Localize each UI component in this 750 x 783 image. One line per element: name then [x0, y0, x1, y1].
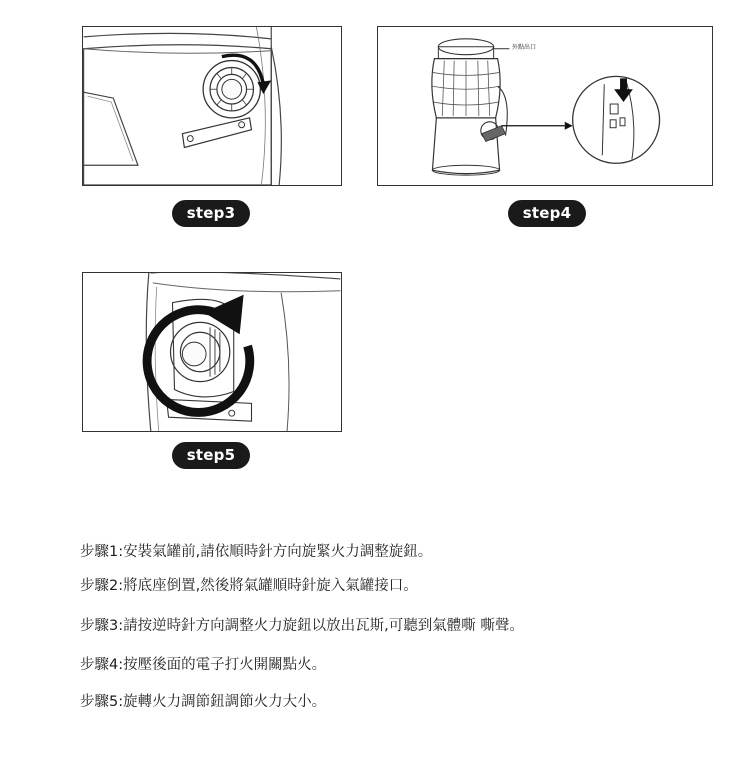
gas-outlet-callout: 外點出口: [512, 44, 537, 51]
step5-label: step5: [172, 442, 250, 469]
heater-knob-adjust-drawing: [83, 273, 341, 431]
instruction-step-1: 步驟1:安裝氣罐前,請依順時針方向旋緊火力調整旋鈕。: [80, 544, 433, 560]
step3-illustration: [82, 26, 342, 186]
instruction-step-4: 步驟4:按壓後面的電子打火開關點火。: [80, 657, 327, 673]
step4-illustration: [377, 26, 713, 186]
step5-illustration: [82, 272, 342, 432]
heater-ignition-drawing: [378, 27, 712, 185]
step3-label: step3: [172, 200, 250, 227]
instruction-step-3: 步驟3:請按逆時針方向調整火力旋鈕以放出瓦斯,可聽到氣體嘶 嘶聲。: [80, 618, 524, 634]
instruction-step-5: 步驟5:旋轉火力調節鈕調節火力大小。: [80, 694, 327, 710]
instruction-step-2: 步驟2:將底座倒置,然後將氣罐順時針旋入氣罐接口。: [80, 578, 418, 594]
heater-knob-clockwise-drawing: [83, 27, 341, 185]
step4-label: step4: [508, 200, 586, 227]
